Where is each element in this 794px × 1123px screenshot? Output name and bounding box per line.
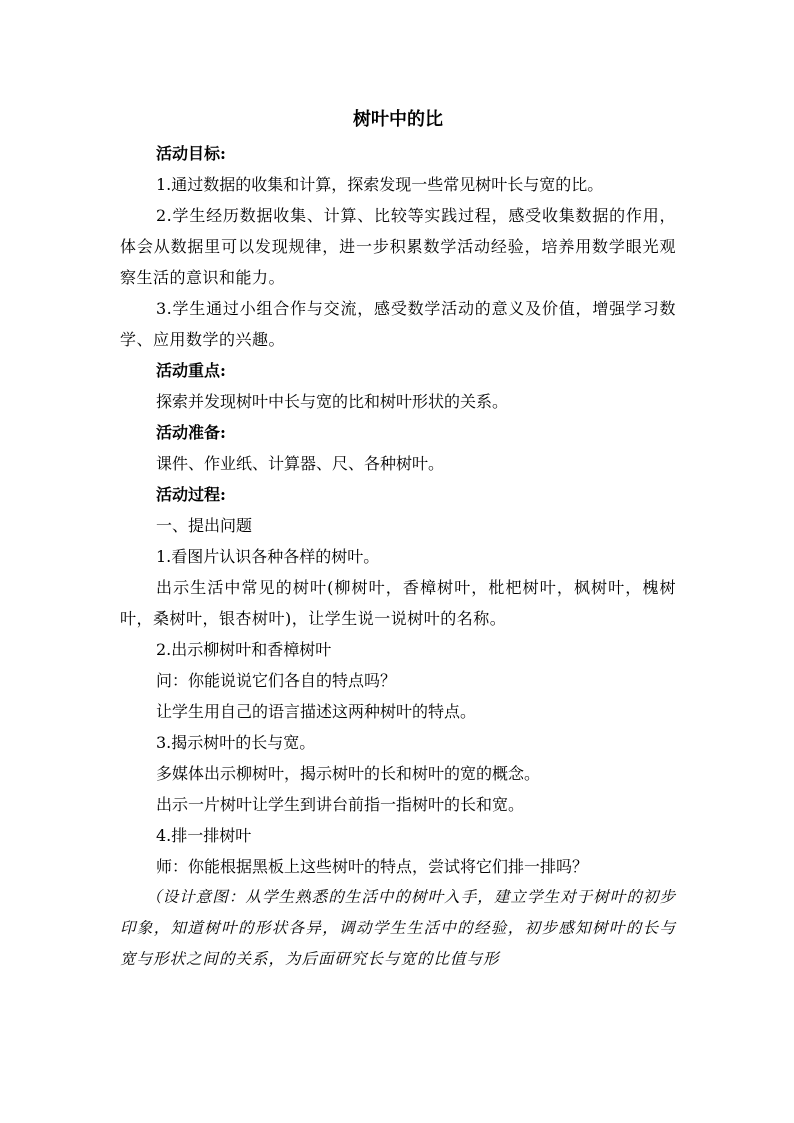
step-3-heading: 3.揭示树叶的长与宽。: [156, 733, 316, 752]
process-heading: 活动过程:: [156, 485, 226, 504]
prep-text: 课件、作业纸、计算器、尺、各种树叶。: [156, 454, 445, 473]
design-note: （设计意图：从学生熟悉的生活中的树叶入手，建立学生对于树叶的初步印象，知道树叶的形状各异，调动学生生活中的经验，初步感知树叶的长与宽与形状之间的关系，为后面研究长与宽的比值与形: [120, 888, 676, 968]
step-1-text: 出示生活中常见的树叶(柳树叶，香樟树叶，枇杷树叶，枫树叶，槐树叶，桑树叶，银杏树叶)，让学生说一说树叶的名称。: [120, 578, 676, 628]
key-text: 探索并发现树叶中长与宽的比和树叶形状的关系。: [156, 392, 509, 411]
step-3-text-2: 出示一片树叶让学生到讲台前指一指树叶的长和宽。: [156, 795, 525, 814]
prep-heading: 活动准备:: [156, 423, 226, 442]
step-4-question: 师：你能根据黑板上这些树叶的特点，尝试将它们排一排吗？: [156, 857, 589, 876]
step-1-heading: 1.看图片认识各种各样的树叶。: [156, 547, 380, 566]
step-2-text: 让学生用自己的语言描述这两种树叶的特点。: [156, 702, 477, 721]
key-heading: 活动重点:: [156, 361, 226, 380]
step-4-heading: 4.排一排树叶: [156, 826, 252, 845]
goal-item-2: 2.学生经历数据收集、计算、比较等实践过程，感受收集数据的作用，体会从数据里可以发现规律，进一步积累数学活动经验，培养用数学眼光观察生活的意识和能力。: [120, 206, 676, 287]
goal-item-3: 3.学生通过小组合作与交流，感受数学活动的意义及价值，增强学习数学、应用数学的兴趣。: [120, 299, 676, 349]
part-1-heading: 一、提出问题: [156, 516, 253, 535]
step-2-question: 问：你能说说它们各自的特点吗？: [156, 671, 397, 690]
page-title: 树叶中的比: [353, 109, 443, 130]
goal-item-1: 1.通过数据的收集和计算，探索发现一些常见树叶长与宽的比。: [156, 175, 604, 194]
goal-heading: 活动目标:: [156, 144, 226, 163]
step-2-heading: 2.出示柳树叶和香樟树叶: [156, 640, 332, 659]
document-body: [120, 108, 676, 975]
step-3-text-1: 多媒体出示柳树叶，揭示树叶的长和树叶的宽的概念。: [156, 764, 541, 783]
